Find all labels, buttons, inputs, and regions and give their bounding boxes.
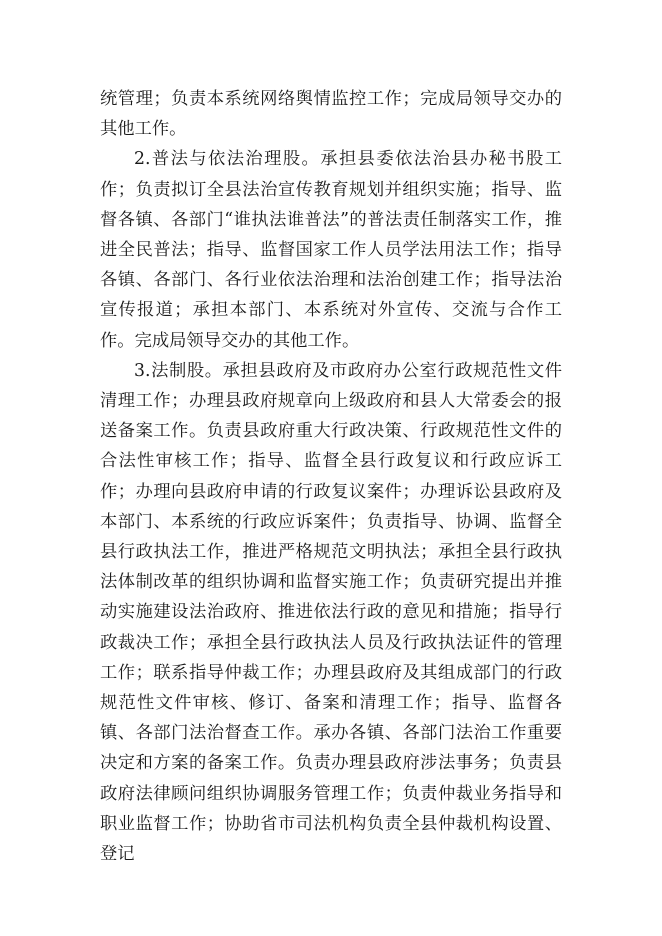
document-body [100,84,562,869]
paragraph-section-3: 3.法制股。承担县政府及市政府办公室行政规范性文件清理工作；办理县政府规章向上级政府和县人大常委会的报送备案工作。负责县政府重大行政决策、行政规范性文件的合法性审核工作；指导、监督全县行政复议和行政应诉工作；办理向县政府申请的行政复议案件；办理诉讼县政府及本部门、本系统的行政应诉案件；负责指导、协调、监督全县行政执法工作，推进严格规范文明执法；承担全县行政执法体制改革的组织协调和监督实施工作；负责研究提出并推动实施建设法治政府、推进依法行政的意见和措施；指导行政裁决工作；承担全县行政执法人员及行政执法证件的管理工作；联系指导仲裁工作；办理县政府及其组成部门的行政规范性文件审核、修订、备案和清理工作；指导、监督各镇、各部门法治督查工作。承办各镇、各部门法治工作重要决定和方案的备案工作。负责办理县政府涉法事务；负责县政府法律顾问组织协调服务管理工作；负责仲裁业务指导和职业监督工作；协助省市司法机构负责全县仲裁机构设置、登记 [100,360,562,865]
paragraph-continuation: 统管理；负责本系统网络舆情监控工作；完成局领导交办的其他工作。 [100,89,562,140]
paragraph-section-2: 2.普法与依法治理股。承担县委依法治县办秘书股工作；负责拟订全县法治宣传教育规划并组织实施；指导、监督各镇、各部门“谁执法谁普法”的普法责任制落实工作，推进全民普法；指导、监督国家工作人员学法用法工作；指导各镇、各部门、各行业依法治理和法治创建工作；指导法治宣传报道；承担本部门、本系统对外宣传、交流与合作工作。完成局领导交办的其他工作。 [100,149,562,351]
